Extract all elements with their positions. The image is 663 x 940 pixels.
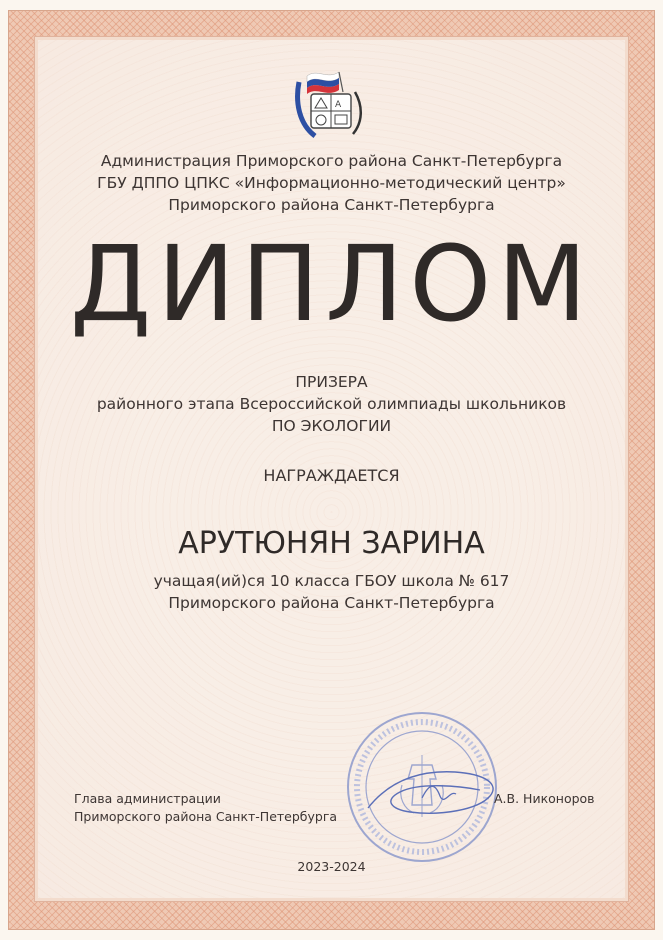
olympiad-stage: районного этапа Всероссийской олимпиады школьников bbox=[96, 395, 567, 413]
signatory-position bbox=[74, 790, 337, 826]
award-level: ПРИЗЕРА bbox=[295, 373, 368, 391]
organization-header bbox=[40, 150, 623, 216]
organization-line-2: ГБУ ДППО ЦПКС «Информационно-методический центр» bbox=[97, 174, 566, 192]
svg-text:A: A bbox=[335, 100, 342, 110]
student-district: Приморского района Санкт-Петербурга bbox=[168, 594, 495, 612]
signatory-position-line-1: Глава администрации bbox=[74, 791, 221, 806]
award-description bbox=[40, 371, 623, 437]
organization-line-1: Администрация Приморского района Санкт-Петербурга bbox=[100, 152, 563, 170]
olympiad-emblem-icon bbox=[293, 62, 373, 142]
academic-year: 2023-2024 bbox=[297, 859, 366, 874]
student-info bbox=[40, 570, 623, 614]
recipient-name: АРУТЮНЯН ЗАРИНА bbox=[178, 526, 485, 561]
student-class-school: учащая(ий)ся 10 класса ГБОУ школа № 617 bbox=[153, 572, 510, 590]
diploma-title: ДИПЛОМ bbox=[69, 223, 594, 345]
olympiad-subject: ПО ЭКОЛОГИИ bbox=[271, 417, 392, 435]
signatory-position-line-2: Приморского района Санкт-Петербурга bbox=[74, 809, 338, 824]
handwritten-signature bbox=[360, 750, 510, 830]
signatory-name: А.В. Никоноров bbox=[494, 791, 595, 806]
awarded-label: НАГРАЖДАЕТСЯ bbox=[263, 466, 400, 485]
organization-line-3: Приморского района Санкт-Петербурга bbox=[168, 196, 495, 214]
